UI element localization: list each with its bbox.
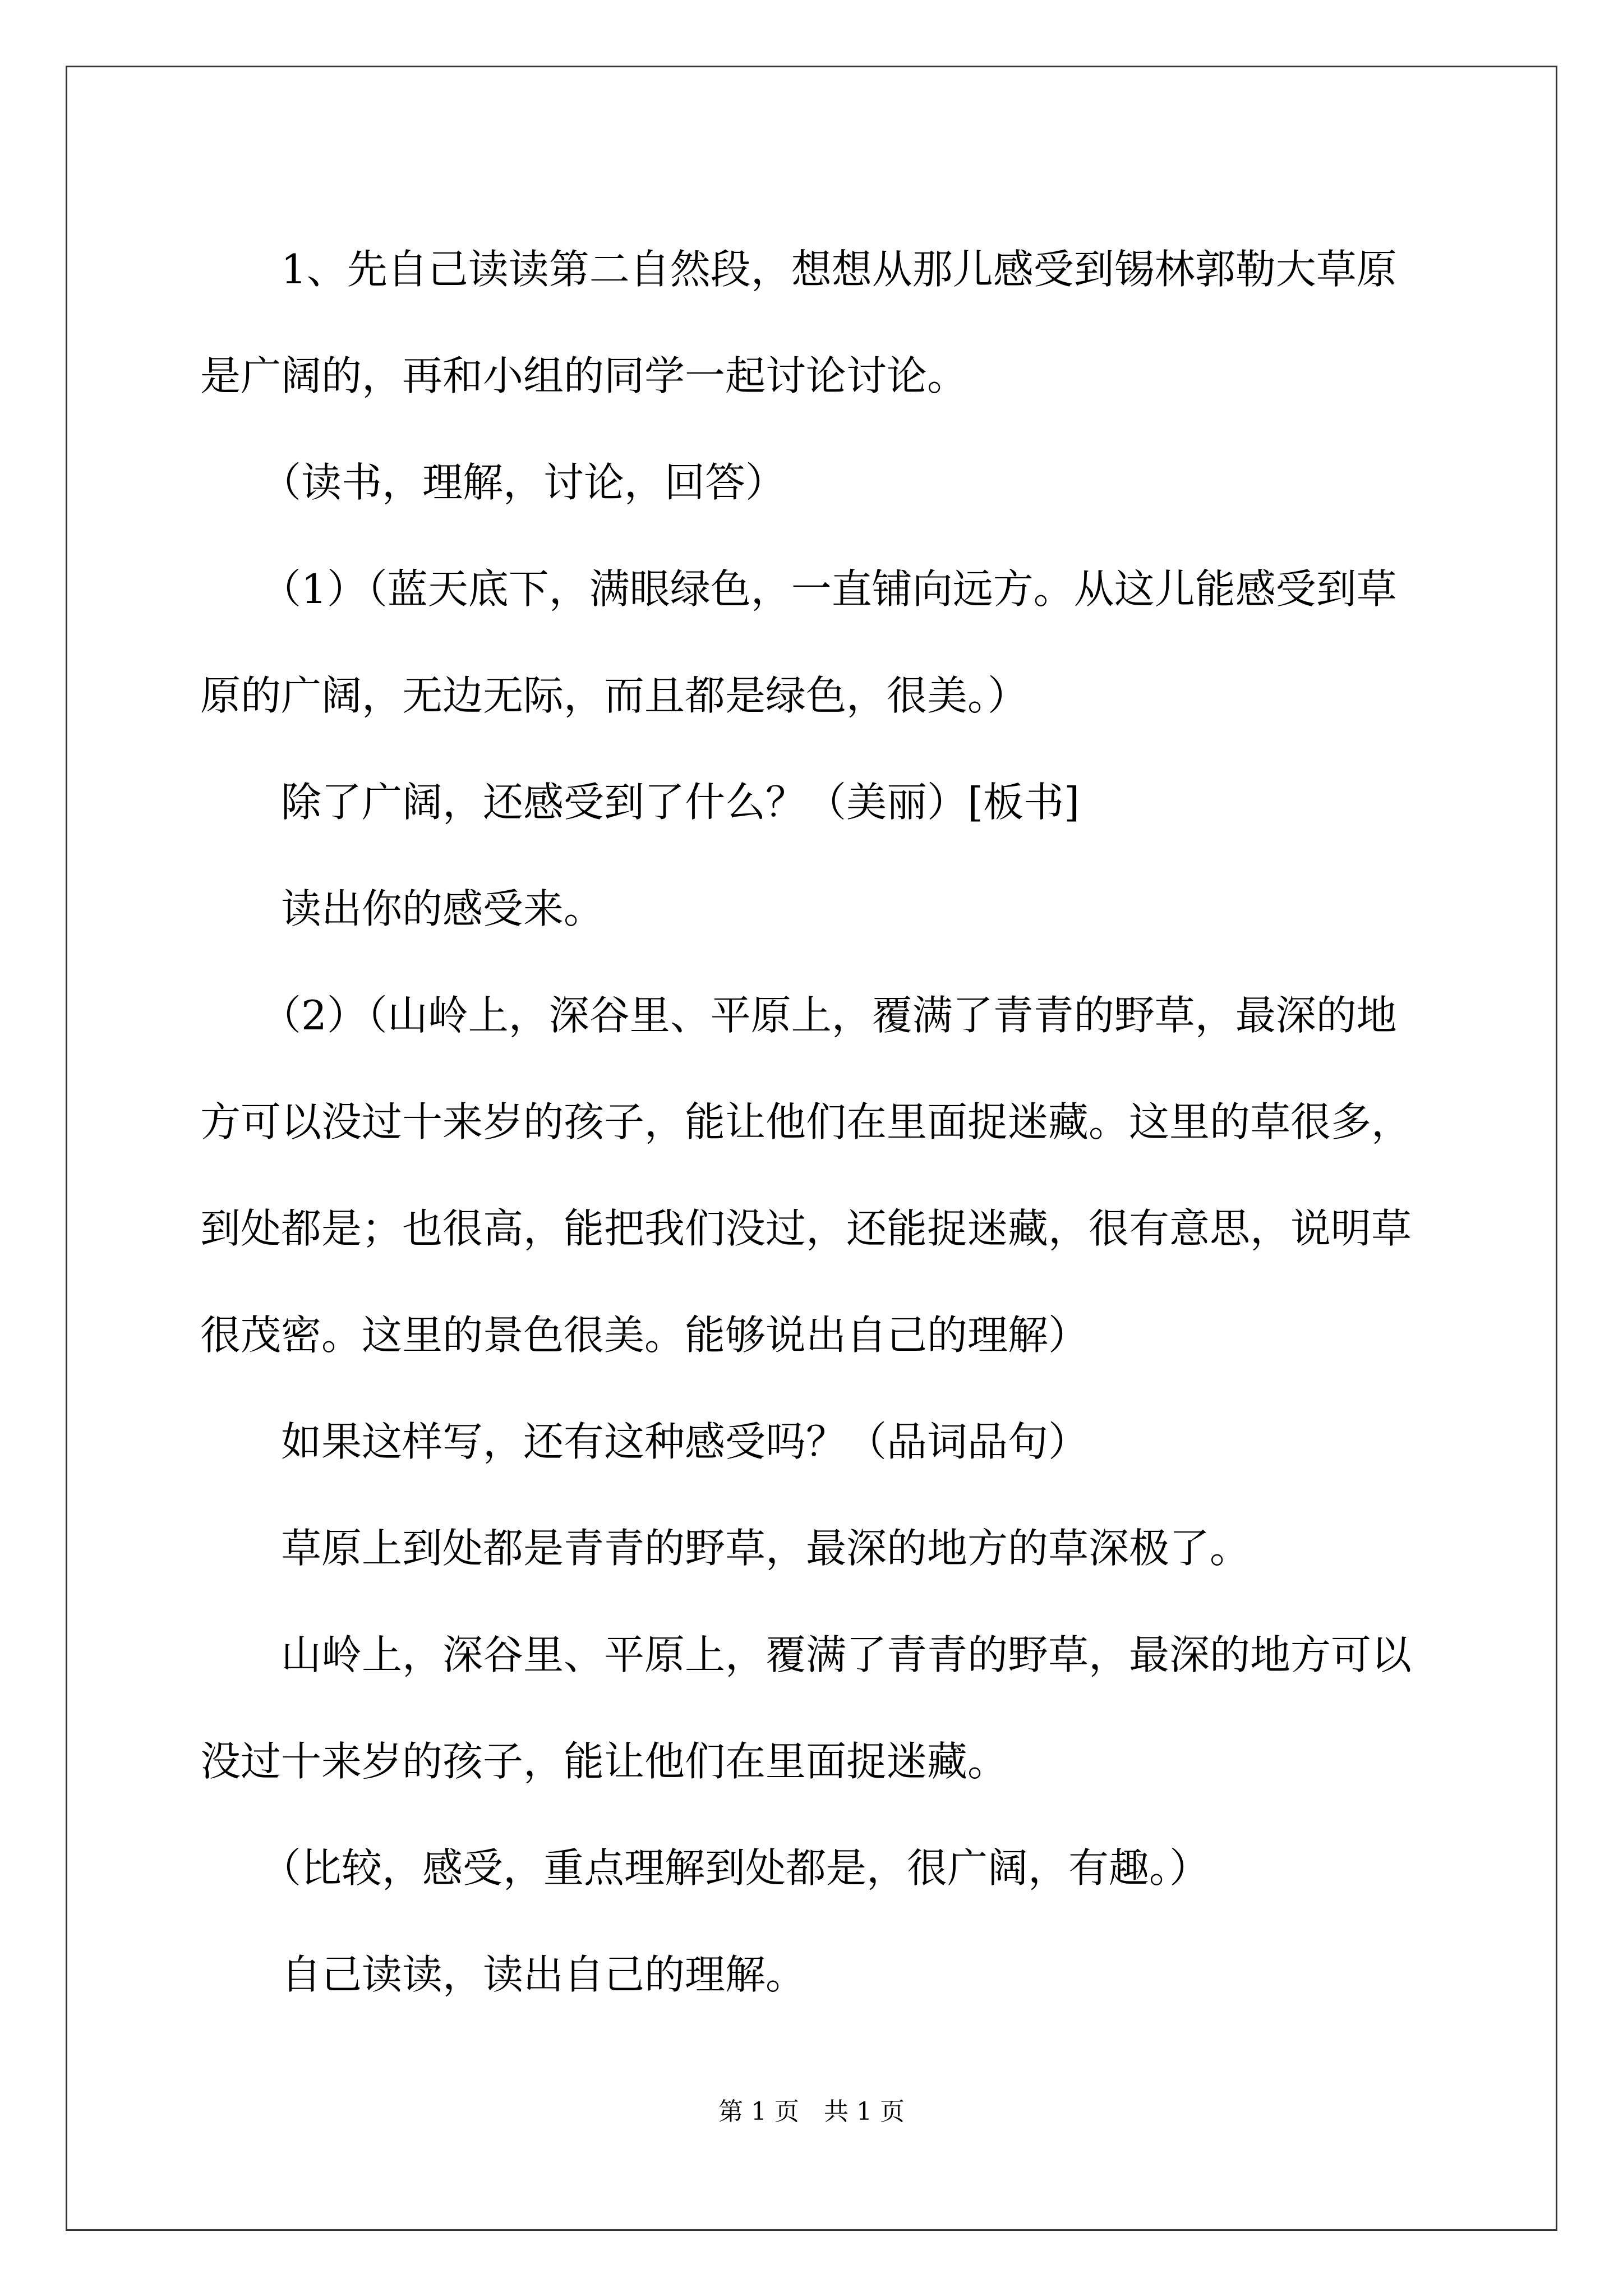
paragraph-compare-note: （比较，感受，重点理解到处都是，很广阔，有趣。） <box>261 1844 1210 1892</box>
paragraph-self-read: 自己读读，读出自己的理解。 <box>281 1951 806 1998</box>
page-number: 第 1 页 共 1 页 <box>718 2097 905 2126</box>
paragraph-read-aloud: 读出你的感受来。 <box>281 885 605 932</box>
document-body <box>200 216 1434 2028</box>
paragraph-sentence-a: 草原上到处都是青青的野草，最深的地方的草深极了。 <box>281 1525 1251 1572</box>
paragraph-answer-2: （2）（山岭上，深谷里、平原上，覆满了青青的野草，最深的地方可以没过十来岁的孩子，能让他们在里面捉迷藏。这里的草很多，到处都是；也很高，能把我们没过，还能捉迷藏，很有意思，说明草很茂密。这里的景色很美。能够说出自己的理解） <box>200 992 1412 1359</box>
paragraph-sentence-b: 山岭上，深谷里、平原上，覆满了青青的野草，最深的地方可以没过十来岁的孩子，能让他们在里面捉迷藏。 <box>200 1631 1412 1785</box>
paragraph-followup: 除了广阔，还感受到了什么？（美丽）[板书] <box>281 779 1080 826</box>
paragraph-compare-question: 如果这样写，还有这种感受吗？（品词品句） <box>281 1418 1089 1465</box>
paragraph-instruction: （读书，理解，讨论，回答） <box>261 459 786 506</box>
paragraph-question: 1、先自己读读第二自然段，想想从那儿感受到锡林郭勒大草原是广阔的，再和小组的同学一起讨论讨论。 <box>200 246 1397 399</box>
paragraph-answer-1: （1）（蓝天底下，满眼绿色，一直铺向远方。从这儿能感受到草原的广阔，无边无际，而且都是绿色，很美。） <box>200 565 1397 719</box>
